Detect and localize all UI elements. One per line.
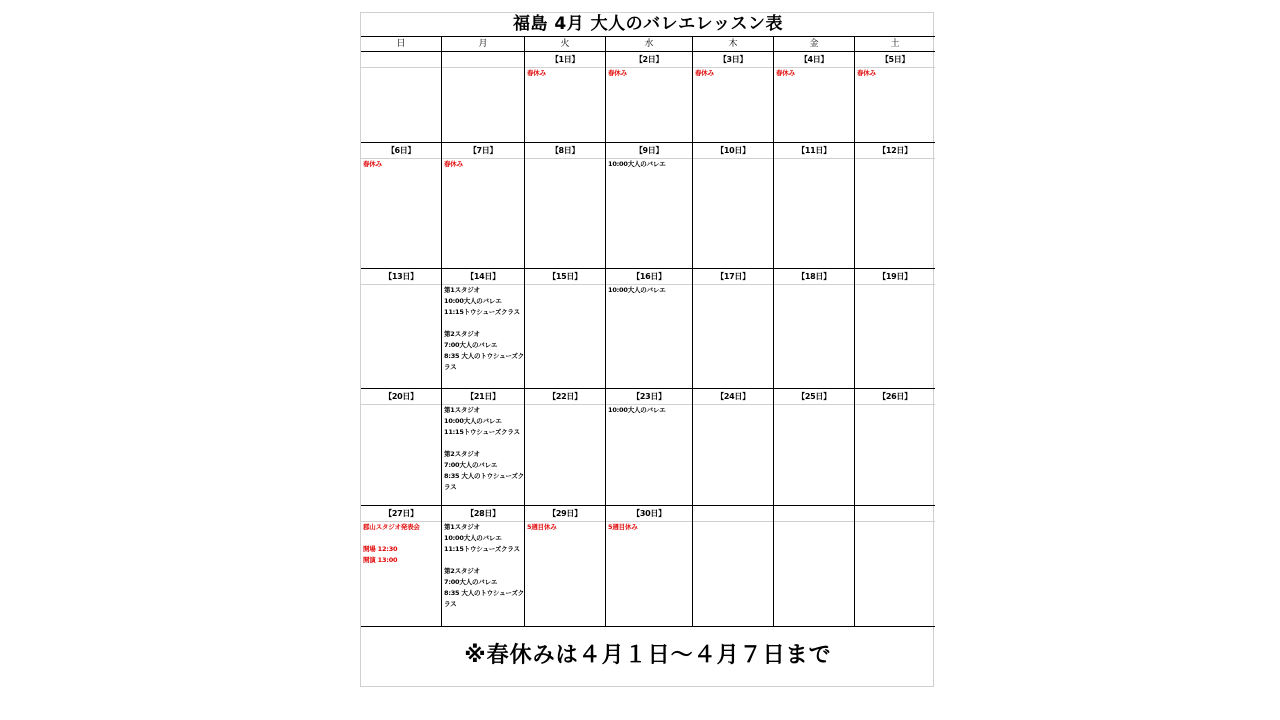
day-date-label: 【1日】 — [525, 52, 605, 68]
calendar-day-cell[interactable] — [855, 389, 935, 505]
day-date-label — [361, 52, 441, 68]
day-date-label: 【2日】 — [606, 52, 692, 68]
holiday-event-text: 春休み — [608, 69, 627, 77]
calendar-week-row — [361, 52, 935, 143]
day-date-label: 【11日】 — [774, 143, 854, 159]
day-date-label: 【6日】 — [361, 143, 441, 159]
lesson-event-text: 第1スタジオ 10:00大人のバレエ 11:15トウシューズクラス 第2スタジオ 7:00大人のバレエ 8:35 大人のトウシューズクラス — [444, 286, 524, 371]
calendar-day-cell[interactable] — [525, 506, 606, 626]
calendar-week-row — [361, 389, 935, 506]
calendar-week-row — [361, 269, 935, 389]
weekday-header-0: 日 — [361, 37, 442, 51]
calendar-day-cell[interactable] — [774, 52, 855, 142]
holiday-event-text: 郡山スタジオ発表会 開場 12:30 開演 13:00 — [363, 523, 420, 564]
calendar-day-cell[interactable] — [606, 389, 693, 505]
day-date-label: 【13日】 — [361, 269, 441, 285]
calendar-day-cell[interactable] — [855, 269, 935, 388]
calendar-day-cell[interactable] — [774, 269, 855, 388]
day-date-label: 【8日】 — [525, 143, 605, 159]
day-date-label — [442, 52, 524, 68]
day-date-label: 【10日】 — [693, 143, 773, 159]
day-date-label: 【20日】 — [361, 389, 441, 405]
day-date-label — [774, 506, 854, 522]
holiday-event-text: 春休み — [857, 69, 876, 77]
day-date-label: 【3日】 — [693, 52, 773, 68]
calendar-day-cell[interactable] — [442, 389, 525, 505]
day-date-label: 【22日】 — [525, 389, 605, 405]
holiday-event-text: 5週目休み — [608, 523, 638, 531]
weekday-header-2: 火 — [525, 37, 606, 51]
calendar-day-cell[interactable] — [693, 506, 774, 626]
day-date-label: 【21日】 — [442, 389, 524, 405]
lesson-event-text: 10:00大人のバレエ — [608, 160, 666, 168]
day-date-label: 【27日】 — [361, 506, 441, 522]
lesson-event-text: 第1スタジオ 10:00大人のバレエ 11:15トウシューズクラス 第2スタジオ 7:00大人のバレエ 8:35 大人のトウシューズクラス — [444, 406, 524, 491]
holiday-event-text: 5週目休み — [527, 523, 557, 531]
holiday-event-text: 春休み — [527, 69, 546, 77]
calendar-day-cell[interactable] — [606, 506, 693, 626]
day-date-label: 【23日】 — [606, 389, 692, 405]
calendar-day-cell[interactable] — [361, 269, 442, 388]
calendar-day-cell[interactable] — [693, 143, 774, 268]
day-date-label: 【29日】 — [525, 506, 605, 522]
day-date-label: 【16日】 — [606, 269, 692, 285]
weekday-header-6: 土 — [890, 39, 900, 49]
weekday-header-3: 水 — [606, 37, 693, 51]
calendar-day-cell[interactable] — [361, 143, 442, 268]
holiday-event-text: 春休み — [776, 69, 795, 77]
weekday-header-row — [361, 36, 935, 52]
calendar-day-cell[interactable] — [693, 52, 774, 142]
calendar-day-cell[interactable] — [855, 52, 935, 142]
calendar-week-row — [361, 506, 935, 627]
day-date-label — [855, 506, 935, 522]
day-date-label: 【19日】 — [855, 269, 935, 285]
calendar-day-cell[interactable] — [361, 389, 442, 505]
day-date-label: 【26日】 — [855, 389, 935, 405]
day-date-label: 【4日】 — [774, 52, 854, 68]
calendar-day-cell[interactable] — [774, 506, 855, 626]
calendar-week-row — [361, 143, 935, 269]
weekday-header-1: 月 — [442, 37, 525, 51]
calendar-sheet — [360, 12, 934, 687]
lesson-event-text: 10:00大人のバレエ — [608, 286, 666, 294]
day-date-label: 【15日】 — [525, 269, 605, 285]
day-date-label: 【18日】 — [774, 269, 854, 285]
calendar-day-cell[interactable] — [361, 52, 442, 142]
calendar-day-cell[interactable] — [442, 52, 525, 142]
lesson-event-text: 10:00大人のバレエ — [608, 406, 666, 414]
calendar-day-cell[interactable] — [606, 52, 693, 142]
holiday-event-text: 春休み — [444, 160, 463, 168]
calendar-day-cell[interactable] — [606, 143, 693, 268]
calendar-day-cell[interactable] — [525, 143, 606, 268]
weekday-header-4: 木 — [693, 37, 774, 51]
day-date-label: 【28日】 — [442, 506, 524, 522]
day-date-label: 【25日】 — [774, 389, 854, 405]
day-date-label: 【14日】 — [442, 269, 524, 285]
day-date-label: 【5日】 — [855, 52, 935, 68]
calendar-day-cell[interactable] — [606, 269, 693, 388]
calendar-day-cell[interactable] — [525, 389, 606, 505]
day-date-label — [693, 506, 773, 522]
calendar-day-cell[interactable] — [525, 269, 606, 388]
calendar-day-cell[interactable] — [442, 143, 525, 268]
calendar-day-cell[interactable] — [442, 506, 525, 626]
holiday-event-text: 春休み — [695, 69, 714, 77]
page-title: 福島 4月 大人のバレエレッスン表 — [513, 14, 783, 34]
calendar-day-cell[interactable] — [525, 52, 606, 142]
calendar-day-cell[interactable] — [855, 506, 935, 626]
spring-break-note: ※春休みは４月１日～４月７日まで — [464, 643, 832, 668]
calendar-day-cell[interactable] — [693, 269, 774, 388]
calendar-day-cell[interactable] — [693, 389, 774, 505]
calendar-day-cell[interactable] — [361, 506, 442, 626]
day-date-label: 【30日】 — [606, 506, 692, 522]
calendar-day-cell[interactable] — [774, 143, 855, 268]
calendar-day-cell[interactable] — [855, 143, 935, 268]
lesson-event-text: 第1スタジオ 10:00大人のバレエ 11:15トウシューズクラス 第2スタジオ 7:00大人のバレエ 8:35 大人のトウシューズクラス — [444, 523, 524, 608]
day-date-label: 【17日】 — [693, 269, 773, 285]
calendar-day-cell[interactable] — [774, 389, 855, 505]
day-date-label: 【9日】 — [606, 143, 692, 159]
holiday-event-text: 春休み — [363, 160, 382, 168]
day-date-label: 【24日】 — [693, 389, 773, 405]
day-date-label: 【7日】 — [442, 143, 524, 159]
calendar-day-cell[interactable] — [442, 269, 525, 388]
day-date-label: 【12日】 — [855, 143, 935, 159]
weekday-header-5: 金 — [774, 37, 855, 51]
